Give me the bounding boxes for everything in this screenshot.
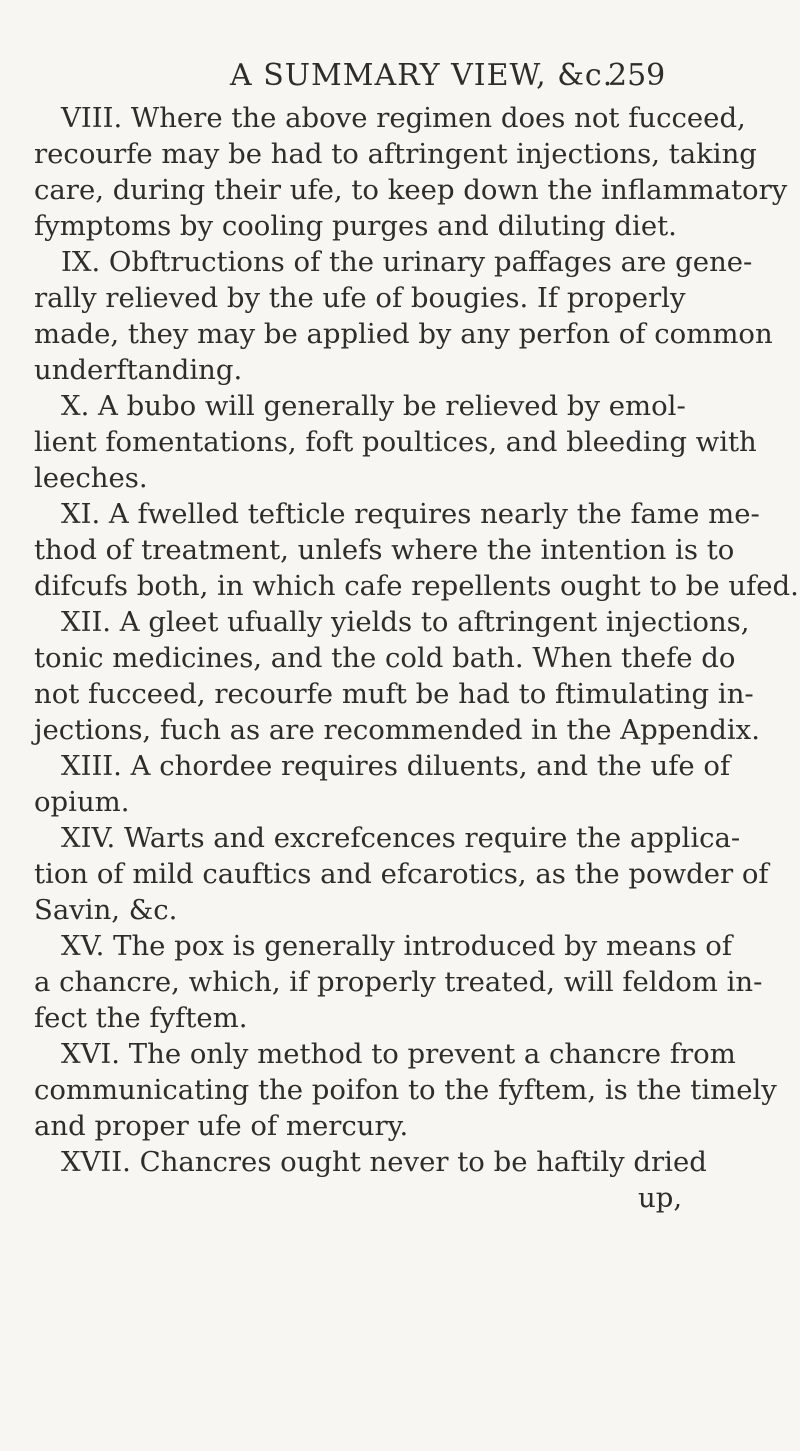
text-line-4: fymptoms by cooling purges and diluting diet. — [34, 210, 677, 242]
catchword: up, — [638, 1182, 683, 1214]
text-line-20: opium. — [34, 786, 130, 818]
text-line-11: leeches. — [34, 462, 148, 494]
text-line-22: tion of mild cauftics and efcarotics, as the powder of — [34, 858, 769, 890]
text-line-6: rally relieved by the ufe of bougies. If properly — [34, 282, 686, 314]
text-line-15: XII. A gleet ufually yields to aftringent injections, — [61, 606, 750, 638]
text-line-19: XIII. A chordee requires diluents, and the ufe of — [61, 750, 731, 782]
text-line-27: XVI. The only method to prevent a chancre from — [61, 1038, 736, 1070]
text-line-10: lient fomentations, foft poultices, and bleeding with — [34, 426, 757, 458]
text-line-13: thod of treatment, unlefs where the intention is to — [34, 534, 735, 566]
text-line-9: X. A bubo will generally be relieved by emol- — [61, 390, 686, 422]
text-line-8: underftanding. — [34, 354, 243, 386]
text-line-17: not fucceed, recourfe muft be had to ftimulating in- — [34, 678, 754, 710]
text-line-18: jections, fuch as are recommended in the Appendix. — [34, 714, 760, 746]
text-line-2: recourfe may be had to aftringent injections, taking — [34, 138, 757, 170]
text-line-12: XI. A fwelled tefticle requires nearly the fame me- — [61, 498, 760, 530]
text-line-5: IX. Obftructions of the urinary paffages are gene- — [61, 246, 753, 278]
text-line-23: Savin, &c. — [34, 894, 178, 926]
text-line-14: difcufs both, in which cafe repellents ought to be ufed. — [34, 570, 799, 602]
text-line-21: XIV. Warts and excrefcences require the applica- — [61, 822, 741, 854]
page-number: 259 — [608, 58, 666, 93]
text-line-30: XVII. Chancres ought never to be haftily dried — [61, 1146, 707, 1178]
text-line-7: made, they may be applied by any perfon of common — [34, 318, 773, 350]
text-line-24: XV. The pox is generally introduced by means of — [61, 930, 733, 962]
text-line-26: fect the fyftem. — [34, 1002, 248, 1034]
text-line-28: communicating the poifon to the fyftem, is the timely — [34, 1074, 777, 1106]
text-line-3: care, during their ufe, to keep down the inflammatory — [34, 174, 788, 206]
text-line-29: and proper ufe of mercury. — [34, 1110, 409, 1142]
running-title: A SUMMARY VIEW, &c. — [230, 58, 614, 93]
text-line-25: a chancre, which, if properly treated, will feldom in- — [34, 966, 763, 998]
text-line-1: VIII. Where the above regimen does not fucceed, — [61, 102, 746, 134]
text-line-16: tonic medicines, and the cold bath. When thefe do — [34, 642, 736, 674]
running-head — [0, 58, 800, 102]
